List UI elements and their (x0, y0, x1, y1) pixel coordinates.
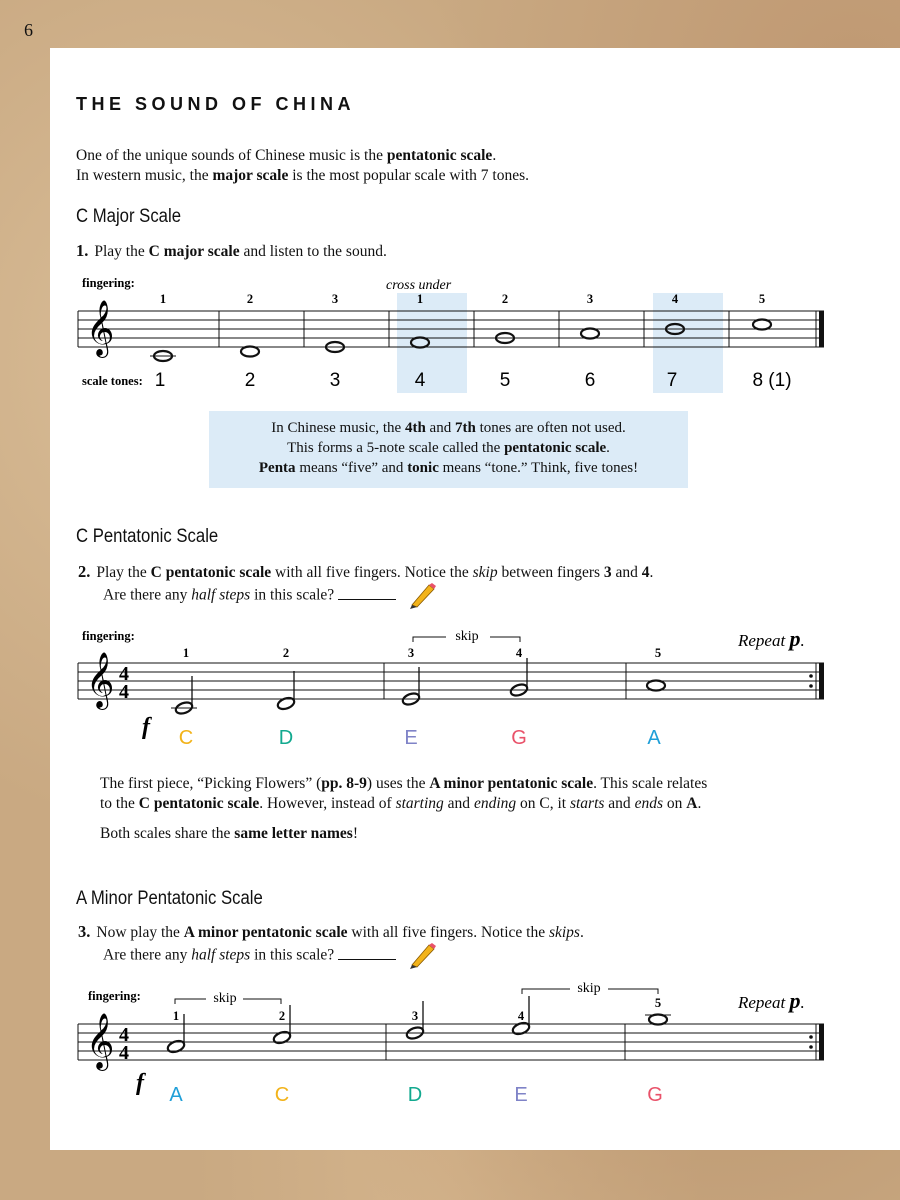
repeat-label: Repeat p. (738, 988, 805, 1013)
finger-number: 3 (586, 292, 594, 306)
scale-tone: 7 (666, 370, 678, 391)
finger-number: 2 (278, 1009, 286, 1023)
finger-number: 2 (282, 646, 290, 660)
step-1-instruction: 1. Play the C major scale and listen to the sound. (76, 241, 387, 260)
time-sig-top: 4 (119, 1024, 129, 1046)
info-line-2: This forms a 5-note scale called the pentatonic scale. (287, 440, 610, 456)
intro-line-1: One of the unique sounds of Chinese music is the pentatonic scale. (76, 147, 497, 164)
skip-label: skip (213, 991, 237, 1006)
step-2-instruction: 2. Play the C pentatonic scale with all five fingers. Notice the skip between fingers 3 and 4. Are there any half steps in this scale? (78, 562, 653, 609)
repeat-dot (809, 1045, 813, 1049)
finger-number: 4 (515, 646, 523, 660)
info-line-1: In Chinese music, the 4th and 7th tones are often not used. (271, 420, 626, 436)
finger-number: 1 (416, 292, 424, 306)
letter-a: A (647, 727, 661, 749)
scale-tone: 4 (414, 370, 426, 391)
intro-line-2: In western music, the major scale is the most popular scale with 7 tones. (76, 167, 530, 184)
note-c (272, 1030, 291, 1045)
letter-c: C (178, 727, 194, 749)
time-sig-bottom: 4 (119, 681, 129, 703)
note-a (166, 1039, 185, 1054)
finger-number: 2 (246, 292, 254, 306)
letter-g: G (511, 727, 527, 749)
treble-clef-icon: 𝄞 (86, 300, 115, 356)
info-line-3: Penta means “five” and tonic means “tone.” Think, five tones! (258, 460, 639, 476)
scale-tone: 3 (329, 370, 341, 391)
finger-number: 3 (331, 292, 339, 306)
time-sig-bottom: 4 (119, 1042, 129, 1064)
note-g (649, 1015, 667, 1025)
letter-c: C (274, 1084, 290, 1106)
fingering-label: fingering: (82, 276, 135, 290)
time-sig-top: 4 (119, 663, 129, 685)
finger-number: 4 (671, 292, 679, 306)
fingering-label: fingering: (82, 629, 135, 643)
finger-number: 3 (407, 646, 415, 660)
fingering-label: fingering: (88, 989, 141, 1003)
letter-d: D (278, 727, 294, 749)
section-heading-c-major: C Major Scale (76, 206, 182, 227)
scale-tone: 5 (499, 370, 511, 391)
scale-tone: 2 (244, 370, 256, 391)
finger-number: 2 (501, 292, 509, 306)
treble-clef-icon: 𝄞 (86, 652, 115, 708)
page (50, 48, 900, 1150)
time-signature (119, 1024, 129, 1064)
final-barline (819, 1024, 824, 1060)
skip-label: skip (455, 629, 479, 644)
finger-number: 1 (172, 1009, 180, 1023)
dynamic-forte: f (136, 1070, 144, 1096)
a-minor-pentatonic-staff (50, 48, 900, 1138)
step-3-instruction: 3. Now play the A minor pentatonic scale with all five fingers. Notice the skips. Are there any half steps in this scale? (78, 922, 584, 969)
dynamic-forte: f (142, 714, 150, 740)
repeat-label: Repeat p. (738, 626, 805, 651)
section-heading-c-pentatonic: C Pentatonic Scale (76, 526, 219, 547)
bridge-paragraph-2: Both scales share the same letter names! (100, 825, 358, 842)
finger-number: 5 (758, 292, 766, 306)
finger-number: 5 (654, 646, 662, 660)
finger-number: 4 (517, 1009, 525, 1023)
letter-d: D (407, 1084, 423, 1106)
letter-g: G (647, 1084, 663, 1106)
note-e (511, 1021, 530, 1036)
scale-tone: 6 (584, 370, 596, 391)
page-title: THE SOUND OF CHINA (76, 94, 355, 114)
scale-tone: 1 (154, 370, 166, 391)
skip-label: skip (577, 981, 601, 996)
treble-clef-icon: 𝄞 (86, 1013, 115, 1069)
repeat-dot (809, 1035, 813, 1039)
letter-a: A (169, 1084, 183, 1106)
page-number: 6 (24, 20, 33, 40)
finger-number: 5 (654, 996, 662, 1010)
scale-tones-label: scale tones: (82, 374, 143, 388)
finger-number: 1 (182, 646, 190, 660)
finger-number: 3 (411, 1009, 419, 1023)
section-heading-a-minor-pentatonic: A Minor Pentatonic Scale (76, 888, 263, 909)
staff-lines (78, 1024, 824, 1060)
bridge-paragraph-1: The first piece, “Picking Flowers” (pp. 8-9) uses the A minor pentatonic scale. This scale relates to the C pentatonic scale. However, instead of starting and ending on C, it starts and ends on A. (100, 775, 708, 812)
letter-e: E (514, 1084, 528, 1106)
scale-tone: 8 (1) (752, 370, 792, 391)
cross-under-label: cross under (386, 278, 452, 293)
letter-e: E (404, 727, 418, 749)
finger-number: 1 (159, 292, 167, 306)
